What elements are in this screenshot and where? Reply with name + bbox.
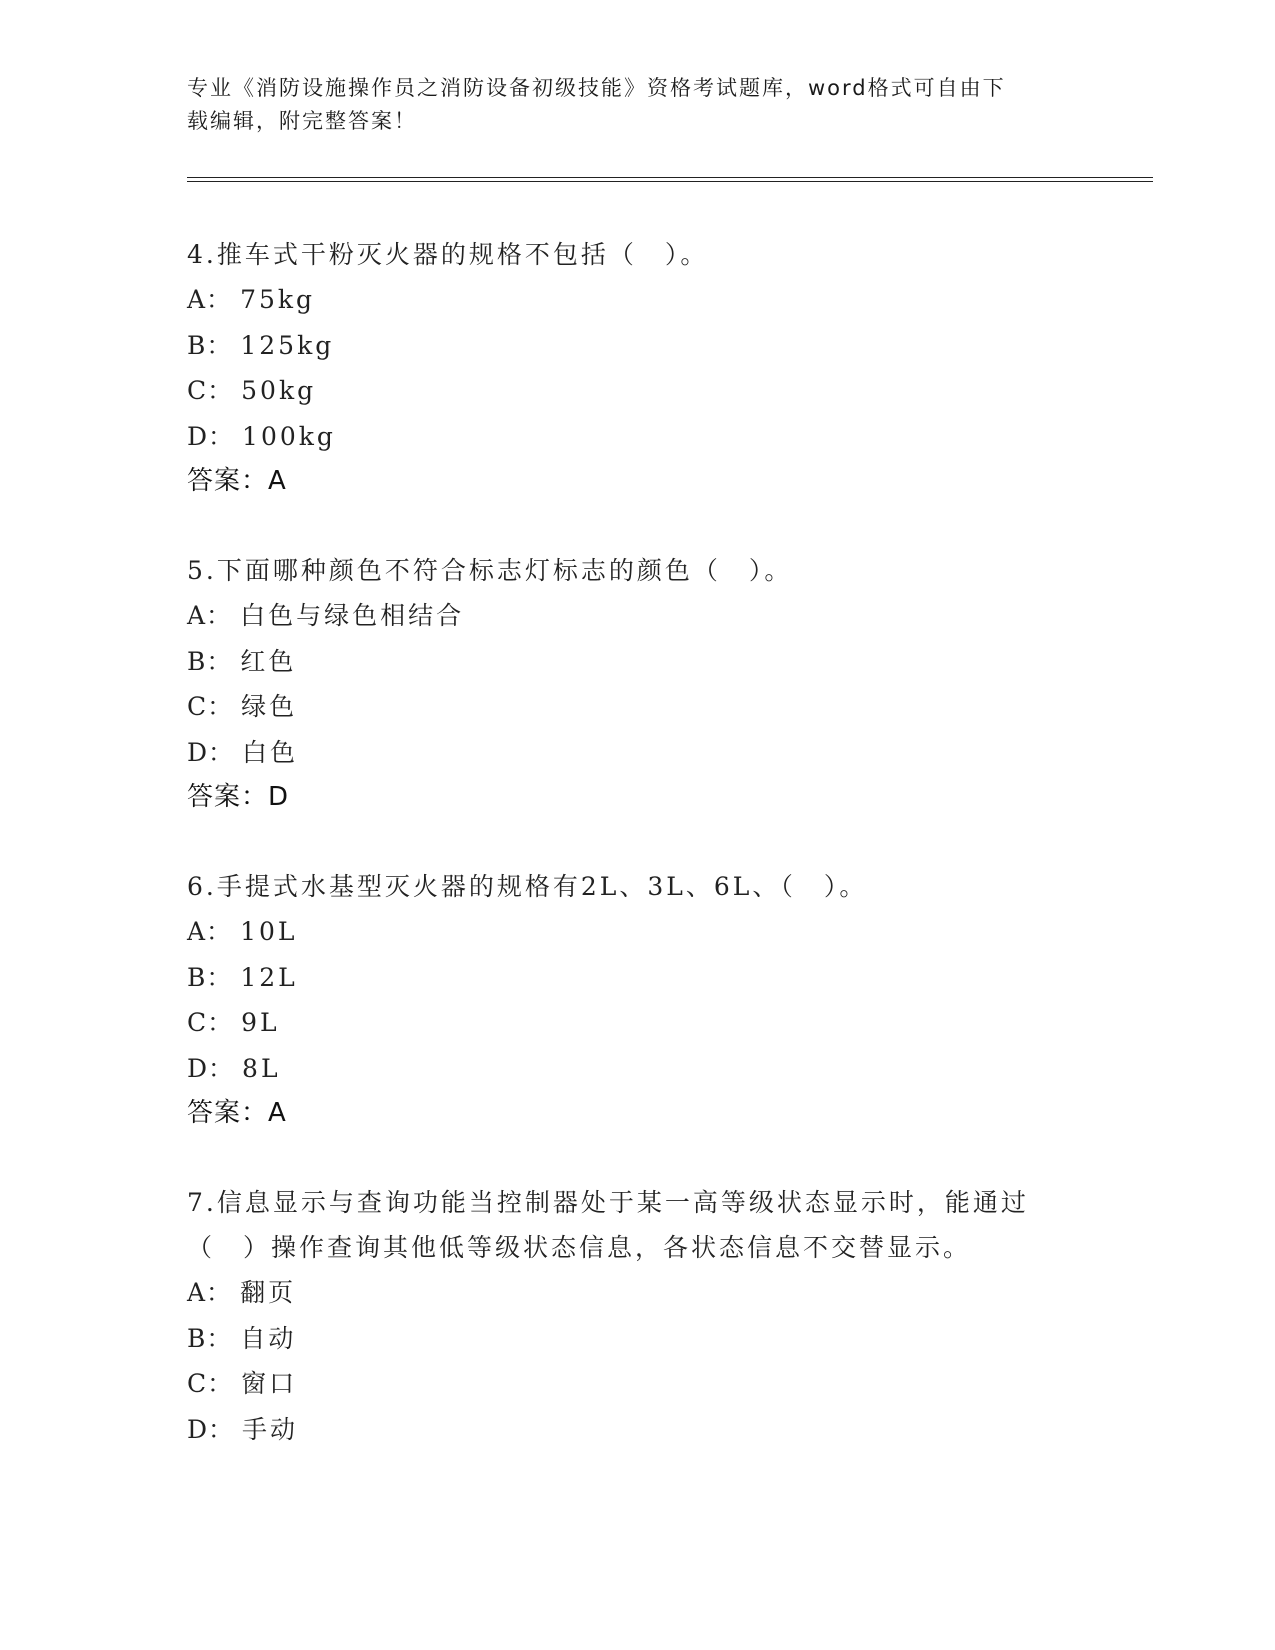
option-c bbox=[187, 368, 1067, 414]
option-key: B： bbox=[187, 330, 233, 360]
question-4 bbox=[187, 232, 1067, 504]
question-stem: 4.推车式干粉灭火器的规格不包括（ ）。 bbox=[187, 240, 709, 269]
option-key: C： bbox=[187, 1369, 234, 1398]
option-text: 翻页 bbox=[240, 1278, 297, 1307]
option-d bbox=[187, 1046, 1067, 1092]
option-text: 白色 bbox=[242, 737, 299, 767]
option-key: A： bbox=[187, 601, 233, 630]
option-key: B： bbox=[187, 962, 233, 992]
option-text: 手动 bbox=[242, 1414, 299, 1444]
header-line-2: 载编辑，附完整答案！ bbox=[187, 109, 417, 133]
option-b bbox=[187, 955, 1067, 1001]
header-double-rule bbox=[187, 177, 1153, 182]
header-line-1: 专业《消防设施操作员之消防设备初级技能》资格考试题库，word格式可自由下 bbox=[187, 76, 1006, 100]
option-b bbox=[187, 639, 1067, 685]
option-key: A： bbox=[187, 917, 233, 946]
option-text: 100kg bbox=[242, 421, 336, 451]
option-key: A： bbox=[187, 1278, 233, 1307]
option-text: 窗口 bbox=[241, 1369, 298, 1398]
option-d bbox=[187, 730, 1067, 776]
option-text: 自动 bbox=[240, 1323, 297, 1353]
option-c bbox=[187, 684, 1067, 730]
question-stem: 5.下面哪种颜色不符合标志灯标志的颜色（ ）。 bbox=[187, 556, 793, 585]
option-a bbox=[187, 1270, 1067, 1316]
option-text: 125kg bbox=[240, 330, 335, 360]
option-key: D： bbox=[187, 737, 235, 767]
option-a bbox=[187, 277, 1067, 323]
option-text: 10L bbox=[240, 917, 298, 946]
question-7 bbox=[187, 1180, 1067, 1452]
option-text: 12L bbox=[240, 962, 298, 992]
option-a bbox=[187, 593, 1067, 639]
option-b bbox=[187, 323, 1067, 369]
option-a bbox=[187, 909, 1067, 955]
option-key: A： bbox=[187, 285, 233, 314]
question-stem: 7.信息显示与查询功能当控制器处于某一高等级状态显示时，能通过（ ）操作查询其他低等级状态信息，各状态信息不交替显示。 bbox=[187, 1188, 1029, 1262]
option-c bbox=[187, 1361, 1067, 1407]
option-text: 红色 bbox=[240, 646, 297, 676]
option-key: C： bbox=[187, 376, 234, 405]
option-key: D： bbox=[187, 1053, 235, 1083]
question-5 bbox=[187, 548, 1067, 820]
option-d bbox=[187, 414, 1067, 460]
option-key: C： bbox=[187, 692, 234, 721]
option-key: D： bbox=[187, 421, 235, 451]
option-d bbox=[187, 1407, 1067, 1453]
option-text: 白色与绿色相结合 bbox=[240, 601, 465, 630]
option-text: 8L bbox=[242, 1053, 281, 1083]
option-text: 50kg bbox=[241, 376, 317, 405]
question-stem: 6.手提式水基型灭火器的规格有2L、3L、6L、（ ）。 bbox=[187, 872, 868, 901]
option-text: 9L bbox=[241, 1008, 280, 1037]
option-key: B： bbox=[187, 1323, 233, 1353]
answer: 答案：A bbox=[187, 466, 287, 496]
answer: 答案：D bbox=[187, 782, 290, 812]
document-header bbox=[187, 72, 1067, 138]
answer: 答案：A bbox=[187, 1098, 287, 1128]
question-6 bbox=[187, 864, 1067, 1136]
option-text: 75kg bbox=[240, 285, 316, 314]
option-key: D： bbox=[187, 1414, 235, 1444]
option-text: 绿色 bbox=[241, 692, 298, 721]
option-b bbox=[187, 1316, 1067, 1362]
option-key: C： bbox=[187, 1008, 234, 1037]
option-c bbox=[187, 1000, 1067, 1046]
option-key: B： bbox=[187, 646, 233, 676]
